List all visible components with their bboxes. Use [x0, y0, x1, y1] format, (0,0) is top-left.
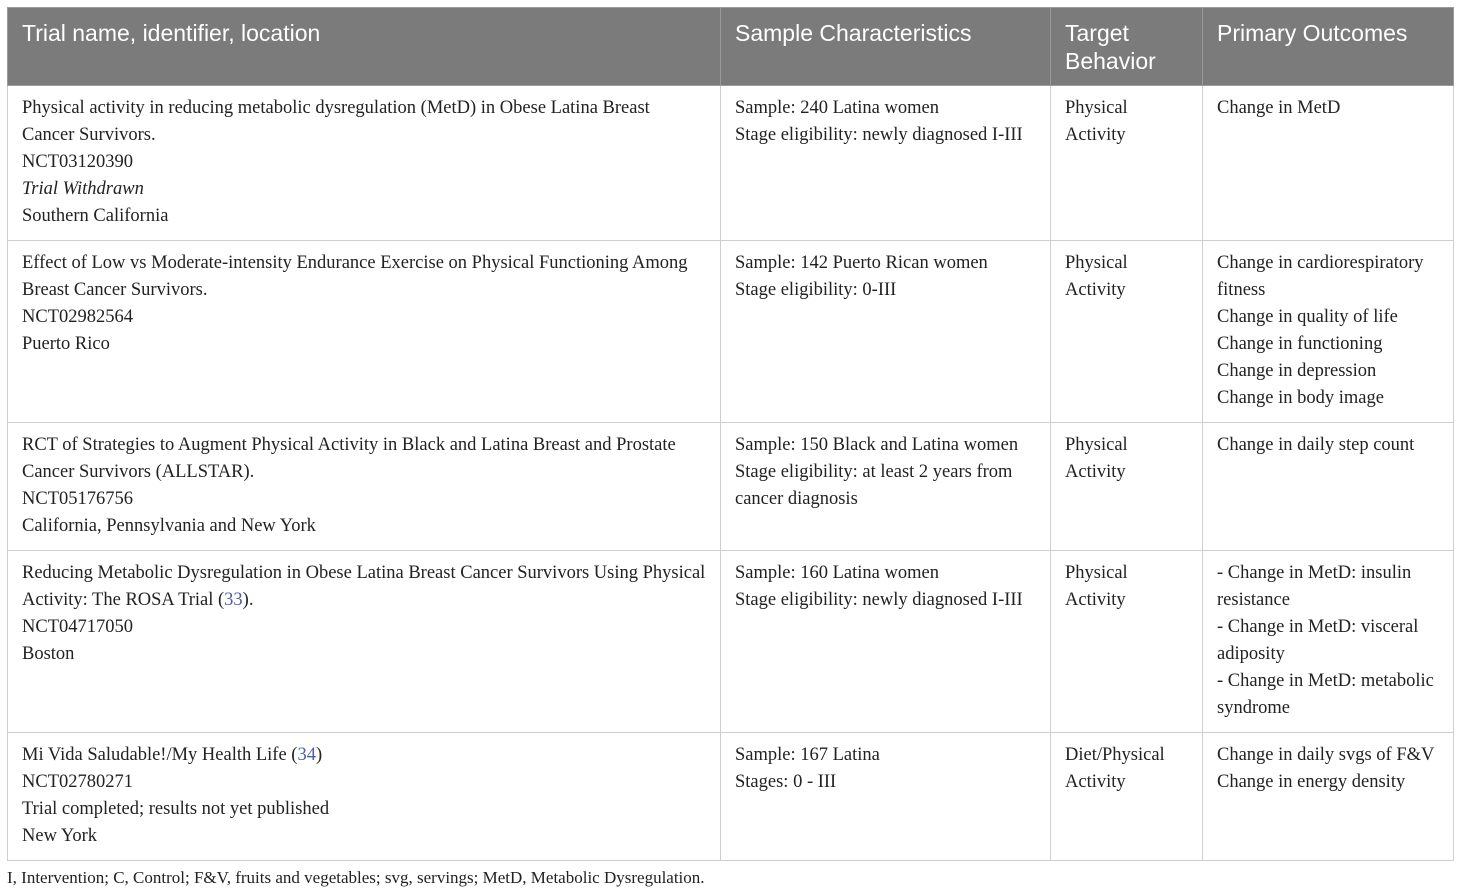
trial-location: Boston: [22, 644, 75, 664]
trial-location: Puerto Rico: [22, 334, 110, 354]
table-row: [8, 241, 1454, 423]
trial-cell: [8, 733, 721, 861]
outcomes-cell: [1203, 86, 1454, 241]
trial-cell: [8, 423, 721, 551]
sample-cell: [721, 733, 1051, 861]
outcome-item: Change in depression: [1217, 361, 1377, 381]
trial-id: NCT05176756: [22, 489, 133, 509]
sample-cell: [721, 86, 1051, 241]
table-row: [8, 86, 1454, 241]
sample-size: Sample: 167 Latina: [735, 745, 880, 765]
outcome-item: Change in daily svgs of F&V: [1217, 745, 1435, 765]
sample-size: Sample: 160 Latina women: [735, 563, 939, 583]
behavior-cell: Physical Activity: [1051, 551, 1203, 733]
behavior-cell: Physical Activity: [1051, 241, 1203, 423]
header-sample: Sample Characteristics: [721, 8, 1051, 86]
table-row: [8, 551, 1454, 733]
header-trial: Trial name, identifier, location: [8, 8, 721, 86]
outcome-item: Change in quality of life: [1217, 307, 1398, 327]
table-row: [8, 423, 1454, 551]
trial-id: NCT02780271: [22, 772, 133, 792]
sample-stage: Stages: 0 - III: [735, 772, 837, 792]
trial-title-end: ).: [242, 590, 254, 610]
table-row: [8, 733, 1454, 861]
trial-cell: [8, 86, 721, 241]
outcome-item: Change in body image: [1217, 388, 1384, 408]
outcome-item: Change in functioning: [1217, 334, 1383, 354]
outcome-item: Change in MetD: [1217, 98, 1341, 118]
reference-link[interactable]: 34: [297, 745, 316, 765]
trial-id: NCT03120390: [22, 152, 133, 172]
trial-title-end: ): [315, 745, 323, 765]
trial-title: [22, 742, 706, 769]
trial-location: New York: [22, 826, 98, 846]
outcomes-cell: [1203, 241, 1454, 423]
table-footnote: I, Intervention; C, Control; F&V, fruits and vegetables; svg, servings; MetD, Metabolic Dysregulation.: [7, 868, 705, 887]
reference-link[interactable]: 33: [224, 590, 243, 610]
sample-cell: [721, 423, 1051, 551]
outcomes-cell: [1203, 423, 1454, 551]
trial-cell: [8, 241, 721, 423]
sample-cell: [721, 551, 1051, 733]
sample-stage: Stage eligibility: newly diagnosed I-III: [735, 590, 1023, 610]
outcome-item: Change in daily step count: [1217, 435, 1415, 455]
trial-title-text: Reducing Metabolic Dysregulation in Obese Latina Breast Cancer Survivors Using Physical Activity: The ROSA Trial (: [22, 563, 706, 610]
trial-title: RCT of Strategies to Augment Physical Activity in Black and Latina Breast and Prostate Cancer Survivors (ALLSTAR).: [22, 435, 676, 482]
trial-title: Effect of Low vs Moderate-intensity Endurance Exercise on Physical Functioning Among Breast Cancer Survivors.: [22, 253, 688, 300]
trial-location: California, Pennsylvania and New York: [22, 516, 316, 536]
sample-size: Sample: 240 Latina women: [735, 98, 939, 118]
outcome-item: Change in cardiorespiratory fitness: [1217, 253, 1424, 300]
sample-size: Sample: 142 Puerto Rican women: [735, 253, 988, 273]
outcome-item: - Change in MetD: visceral adiposity: [1217, 617, 1419, 664]
trial-id: NCT02982564: [22, 307, 133, 327]
outcomes-cell: [1203, 551, 1454, 733]
outcome-item: - Change in MetD: metabolic syndrome: [1217, 671, 1434, 718]
trial-title-text: Mi Vida Saludable!/My Health Life (: [22, 745, 298, 765]
trial-status: Trial Withdrawn: [22, 179, 144, 199]
outcomes-cell: [1203, 733, 1454, 861]
trial-title: [22, 560, 706, 614]
trial-location: Southern California: [22, 206, 169, 226]
trials-table: [7, 7, 1454, 861]
behavior-cell: Physical Activity: [1051, 86, 1203, 241]
header-row: [8, 8, 1454, 86]
behavior-cell: Diet/Physical Activity: [1051, 733, 1203, 861]
header-behavior: Target Behavior: [1051, 8, 1203, 86]
outcome-item: Change in energy density: [1217, 772, 1406, 792]
sample-stage: Stage eligibility: 0-III: [735, 280, 897, 300]
trial-cell: [8, 551, 721, 733]
outcome-item: - Change in MetD: insulin resistance: [1217, 563, 1412, 610]
sample-size: Sample: 150 Black and Latina women: [735, 435, 1019, 455]
trial-status: Trial completed; results not yet published: [22, 799, 330, 819]
sample-stage: Stage eligibility: at least 2 years from cancer diagnosis: [735, 462, 1013, 509]
trial-title: Physical activity in reducing metabolic dysregulation (MetD) in Obese Latina Breast Cancer Survivors.: [22, 98, 650, 145]
sample-cell: [721, 241, 1051, 423]
header-outcomes: Primary Outcomes: [1203, 8, 1454, 86]
behavior-cell: Physical Activity: [1051, 423, 1203, 551]
sample-stage: Stage eligibility: newly diagnosed I-III: [735, 125, 1023, 145]
trial-id: NCT04717050: [22, 617, 133, 637]
